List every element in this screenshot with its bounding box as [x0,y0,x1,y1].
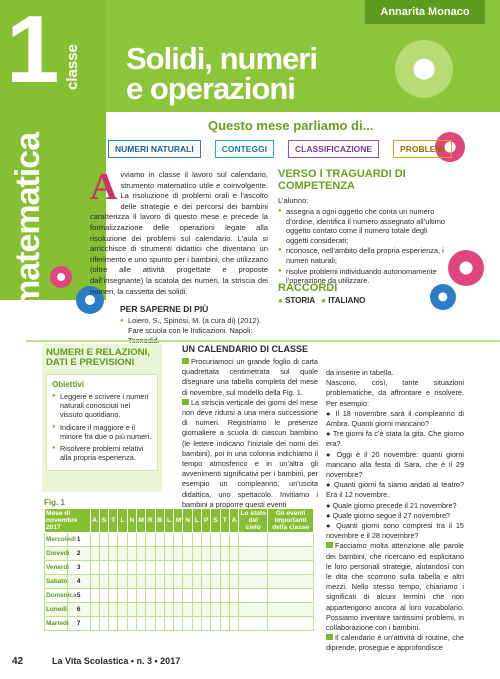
empty-cell [202,575,211,589]
empty-cell [220,533,229,547]
calendar-paragraph: Il calendario è un’attività di routine, che diprende, prosegue e approfondisce [326,633,464,653]
empty-cell [118,589,127,603]
empty-cell [174,603,183,617]
grade-number: 1 [6,0,58,103]
day-name-cell: Martedì [45,617,68,631]
empty-cell [164,561,173,575]
empty-cell [183,603,192,617]
empty-cell [229,575,238,589]
day-number-cell: 6 [67,603,90,617]
letter-header: T [109,509,118,533]
empty-cell [202,561,211,575]
empty-cell [118,547,127,561]
empty-cell [268,589,314,603]
calendar-article-right [326,368,464,654]
letter-header: L [118,509,127,533]
day-name-cell: Sabato [45,575,68,589]
empty-cell [239,561,268,575]
empty-cell [99,617,108,631]
grade-label: classe [64,44,81,90]
tag-conteggi: CONTEGGI [215,140,274,158]
empty-cell [220,589,229,603]
table-header-row [45,509,314,533]
empty-cell [99,561,108,575]
empty-cell [127,617,136,631]
intro-paragraph [90,166,268,297]
title-line-2: e operazioni [126,71,295,106]
empty-cell [90,575,99,589]
table-row [45,603,314,617]
figure-label: Fig. 1 [44,498,65,507]
empty-cell [146,547,155,561]
empty-cell [146,575,155,589]
empty-cell [155,575,164,589]
empty-cell [164,575,173,589]
connections [278,282,438,305]
day-number-cell: 7 [67,617,90,631]
letter-header: L [164,509,173,533]
empty-cell [220,617,229,631]
empty-cell [174,617,183,631]
objective-item: ● Risolvere problemi relativi alla propria esperienza. [52,444,152,462]
empty-cell [268,533,314,547]
empty-cell [268,561,314,575]
empty-cell [211,603,220,617]
empty-cell [109,589,118,603]
empty-cell [211,617,220,631]
empty-cell [90,589,99,603]
empty-cell [164,533,173,547]
question-item: ● Quanti giorni fa siamo andati al teatro? Era il 12 novembre. [326,480,465,500]
calendar-paragraph: Procuriamoci un grande foglio di carta quadrettata centimetrata sul quale disegnare una tabella completa del mese di novembre, sul modello della Fig. 1. [182,357,318,397]
empty-cell [127,533,136,547]
empty-cell [211,561,220,575]
letter-header: S [211,509,220,533]
empty-cell [118,603,127,617]
tag-problemi: PROBLEMI [393,140,452,158]
empty-cell [127,589,136,603]
empty-cell [90,603,99,617]
empty-cell [109,617,118,631]
day-number-cell: 5 [67,589,90,603]
empty-cell [127,561,136,575]
empty-cell [211,575,220,589]
empty-cell [202,617,211,631]
author-name: Annarita Monaco [365,0,485,24]
empty-cell [220,561,229,575]
bullet-square-icon [182,399,189,405]
connection-item: ● ITALIANO [321,296,365,305]
empty-cell [239,603,268,617]
subject-label: matematica [9,132,47,310]
objective-item: ● Leggere e scrivere i numeri naturali conosciuti nel vissuto quotidiano. [52,392,152,420]
letter-header: R [146,509,155,533]
events-header: Gli eventi importanti della classe [268,509,314,533]
month-header: Mese di novembre 2017 [45,509,91,533]
day-number-cell: 3 [67,561,90,575]
connection-item: ● STORIA [278,296,315,305]
empty-cell [109,547,118,561]
empty-cell [268,547,314,561]
empty-cell [109,533,118,547]
empty-cell [192,561,201,575]
empty-cell [268,575,314,589]
competence-item: ● risolve problemi individuando autonomamente l’operazione da utilizzare. [278,267,446,286]
empty-cell [174,533,183,547]
empty-cell [211,533,220,547]
objectives-box [42,344,162,492]
connections-list [278,296,438,305]
empty-cell [90,561,99,575]
day-name-cell: Venerdì [45,561,68,575]
empty-cell [155,603,164,617]
empty-cell [174,561,183,575]
empty-cell [99,547,108,561]
calendar-paragraph: La striscia verticale dei giorni del mese non deve ridursi a una mera successione di numeri. Registriamo le presenze giornaliere a scuola di ciascun bambino (le lettere indicano l’iniziale dei nomi dei bambini), poi in una colonna indichiamo il tempo atmosferico e in un’altra gli avvenimenti significativi per i bambini, per esempio un compleanno, un’uscita didattica, uno spettacolo. Invitiamo i bambini a proporre questi eventi [182,397,318,509]
empty-cell [136,603,145,617]
letter-header: L [192,509,201,533]
empty-cell [109,575,118,589]
empty-cell [192,603,201,617]
gear-icon [448,250,484,286]
empty-cell [136,547,145,561]
page-footer [0,648,500,679]
table-row [45,533,314,547]
empty-cell [127,575,136,589]
empty-cell [155,589,164,603]
bullet-square-icon [326,542,333,548]
connections-title: RACCORDI [278,282,338,294]
empty-cell [192,547,201,561]
question-item: ● Quale giorno precede il 21 novembre? [326,500,457,510]
empty-cell [183,533,192,547]
empty-cell [136,617,145,631]
empty-cell [211,547,220,561]
empty-cell [155,533,164,547]
empty-cell [174,589,183,603]
gear-icon [395,40,453,98]
empty-cell [174,575,183,589]
empty-cell [239,617,268,631]
competence-title: VERSO I TRAGUARDI DI COMPETENZA [278,168,406,192]
empty-cell [127,547,136,561]
empty-cell [220,547,229,561]
empty-cell [164,589,173,603]
empty-cell [192,575,201,589]
tag-numeri-naturali: NUMERI NATURALI [108,140,201,158]
day-name-cell: Mercoledì [45,533,68,547]
empty-cell [202,589,211,603]
title-line-1: Solidi, numeri [126,41,317,76]
calendar-title: UN CALENDARIO DI CLASSE [182,344,309,354]
empty-cell [229,547,238,561]
letter-header: N [183,509,192,533]
empty-cell [109,603,118,617]
empty-cell [136,589,145,603]
objective-item: ● Indicare il maggiore e il minore fra due o più numeri. [52,423,152,441]
empty-cell [146,533,155,547]
empty-cell [146,617,155,631]
objectives-box-title: NUMERI E RELAZIONI, DATI E PREVISIONI [46,347,150,368]
bullet-square-icon [326,634,333,640]
empty-cell [229,561,238,575]
letter-header: M [174,509,183,533]
empty-cell [183,547,192,561]
intro-text: vviamo in classe il lavoro sul calendario, strumento matematico utile e coinvolgente. La risoluzione di problemi orali e l’ascolto delle strategie e dei percorsi dei bambini caratterizza il lavoro di questo mese e precede la formalizzazione delle operazioni legate alla risoluzione dei problemi sul calendario. L’aula si arricchisce di strumenti didattici che diventano un riferimento e uno spunto per i bambini, che utilizzano (oltre alle attività progettate e proposte dall’insegnante) la scatola dei numeri, la striscia dei numeri, la cassetta dei solidi. [90,170,268,296]
empty-cell [99,603,108,617]
table-row [45,547,314,561]
reference-item: ● Loiero, S., Spinosi, M. (a cura di) (2012). Fare scuola con le Indicazioni. Napoli: [120,316,270,346]
empty-cell [239,547,268,561]
empty-cell [136,533,145,547]
calendar-paragraph: Nascono, così, tante situazioni problematiche, da affrontare e risolvere. Per esempio: [326,378,464,408]
question-item: ● Quanti giorni sono compresi tra il 15 novembre e il 28 novembre? [326,521,464,541]
day-number-cell: 2 [67,547,90,561]
letter-header: A [90,509,99,533]
competence-goals [278,168,446,287]
empty-cell [90,617,99,631]
letter-header: T [220,509,229,533]
letter-header: M [136,509,145,533]
table-row [45,589,314,603]
competence-item: ● assegna a ogni oggetto che conta un numero d’ordine, identifica il numero assegnato all’ultimo oggetto contato come il numero totale degli oggetti considerati; [278,207,446,245]
empty-cell [99,533,108,547]
intro-heading: Questo mese parliamo di... [208,118,374,133]
empty-cell [90,547,99,561]
empty-cell [229,533,238,547]
empty-cell [183,575,192,589]
empty-cell [146,589,155,603]
empty-cell [268,617,314,631]
empty-cell [136,561,145,575]
tag-classificazione: CLASSIFICAZIONE [288,140,379,158]
empty-cell [211,589,220,603]
empty-cell [155,547,164,561]
empty-cell [229,617,238,631]
empty-cell [118,561,127,575]
gear-icon [50,266,72,288]
empty-cell [164,617,173,631]
topic-tags [108,140,445,162]
empty-cell [220,603,229,617]
question-item: ● Quale giorno segue il 27 novembre? [326,510,451,520]
letter-header: P [202,509,211,533]
empty-cell [155,561,164,575]
day-name-cell: Giovedì [45,547,68,561]
table-row [45,617,314,631]
weather-header: Lo stato del cielo [240,510,267,531]
section-divider [26,340,500,342]
empty-cell [220,575,229,589]
bullet-square-icon [182,358,189,364]
day-number-cell: 1 [67,533,90,547]
table-row [45,561,314,575]
page-title [126,41,366,106]
empty-cell [164,603,173,617]
question-item: ● Tre giorni fa c’è stata la gita. Che giorno era? [326,429,464,449]
references-title: PER SAPERNE DI PIÙ [120,304,209,314]
empty-cell [183,617,192,631]
empty-cell [183,561,192,575]
day-name-cell: Lunedì [45,603,68,617]
objectives-panel [46,374,158,471]
empty-cell [192,589,201,603]
empty-cell [239,589,268,603]
letter-header: S [99,509,108,533]
empty-cell [183,589,192,603]
day-number-cell: 4 [67,575,90,589]
empty-cell [229,603,238,617]
empty-cell [99,589,108,603]
empty-cell [268,603,314,617]
empty-cell [155,617,164,631]
day-name-cell: Domenica [45,589,68,603]
empty-cell [90,533,99,547]
calendar-table-body [45,533,314,631]
empty-cell [118,533,127,547]
calendar-paragraph: Facciamo molta attenzione alle parole dei bambini, che ricercano ed esplicitano le loro personali strategie, aiutandosi con le dita che scorrono sulla tabella e altri mezzi. Nello stesso tempo, chiariamo i significati di alcuni termini che non appartengono ancora al loro vocabolario. Possiamo inventare tantissimi problemi, in collaborazione con i bambini. [326,541,464,633]
objectives-title: Obiettivi [52,380,85,389]
magazine-info: La Vita Scolastica • n. 3 • 2017 [52,656,181,666]
letter-header: N [127,509,136,533]
empty-cell [202,533,211,547]
empty-cell [118,575,127,589]
empty-cell [174,547,183,561]
empty-cell [146,561,155,575]
empty-cell [146,603,155,617]
drop-cap: A [90,166,118,208]
empty-cell [118,617,127,631]
table-row [45,575,314,589]
empty-cell [239,575,268,589]
calendar-table [44,508,314,631]
competence-lead: L’alunno: [278,196,309,205]
competence-item: ● riconosce, nell’ambito della propria esperienza, i numeri naturali; [278,246,446,265]
empty-cell [202,547,211,561]
letter-header: B [155,509,164,533]
empty-cell [229,589,238,603]
question-item: ● Il 18 novembre sarà il compleanno di Ambra. Quanti giorni mancano? [326,408,464,429]
empty-cell [127,603,136,617]
empty-cell [99,575,108,589]
calendar-paragraph: da inserire in tabella. [326,368,394,377]
empty-cell [109,561,118,575]
empty-cell [192,533,201,547]
empty-cell [136,575,145,589]
letter-header: A [229,509,238,533]
empty-cell [239,533,268,547]
empty-cell [192,617,201,631]
empty-cell [164,547,173,561]
question-item: ● Oggi è il 20 novembre: quanti giorni mancano alla festa di Sara, che è il 29 novembre? [326,449,464,480]
page-number: 42 [12,656,24,667]
calendar-article-left [182,344,318,510]
empty-cell [202,603,211,617]
